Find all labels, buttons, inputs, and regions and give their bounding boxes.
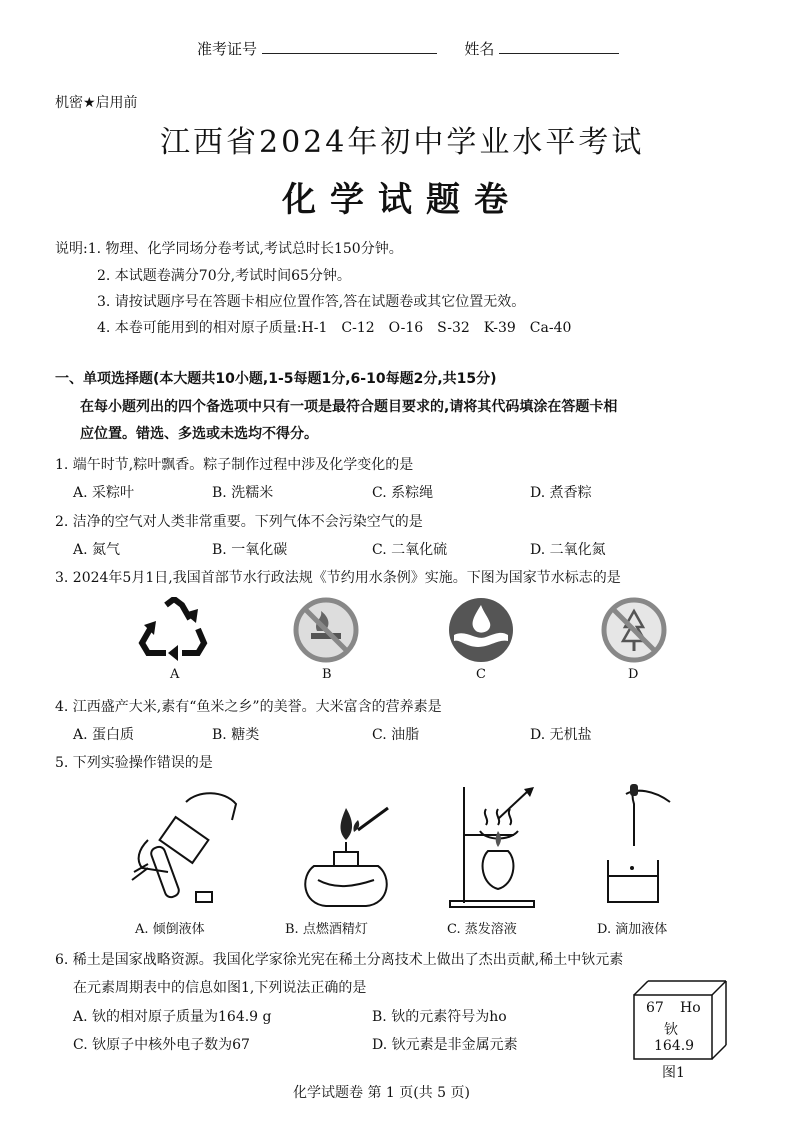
no-fire-icon — [293, 597, 359, 663]
q5-option-c: C. 蒸发溶液 — [447, 922, 517, 937]
q3-label-d: D — [628, 667, 639, 682]
q2-option-a: A. 氮气 — [73, 542, 121, 558]
element-symbol: Ho — [680, 1000, 701, 1016]
dropper-illustration — [598, 782, 678, 910]
secret-mark: 机密★启用前 — [55, 95, 138, 111]
q6-option-d: D. 钬元素是非金属元素 — [372, 1037, 518, 1053]
q4-option-a: A. 蛋白质 — [73, 727, 135, 743]
page-title: 江西省2024年初中学业水平考试 — [160, 125, 645, 160]
instructions — [55, 238, 403, 258]
q2-option-c: C. 二氧化硫 — [372, 542, 448, 558]
question-3-stem: 3. 2024年5月1日,我国首部节水行政法规《节约用水条例》实施。下图为国家节水标志的是 — [55, 570, 621, 586]
instructions-lead: 说明: — [55, 241, 88, 257]
section-heading: 一、单项选择题(本大题共10小题,1-5每题1分,6-10每题2分,共15分) — [55, 371, 497, 387]
name-field[interactable] — [499, 39, 619, 54]
instruction-item: 1. 物理、化学同场分卷考试,考试总时长150分钟。 — [87, 241, 403, 257]
q4-option-b: B. 糖类 — [212, 727, 260, 743]
exam-id-field[interactable] — [262, 39, 437, 54]
q5-option-d: D. 滴加液体 — [597, 922, 668, 937]
figure-label: 图1 — [662, 1065, 685, 1081]
name-label: 姓名 — [464, 40, 495, 58]
element-number: 67 — [646, 1000, 664, 1016]
q1-option-c: C. 系粽绳 — [372, 485, 434, 501]
q5-option-a: A. 倾倒液体 — [135, 922, 205, 937]
q3-label-a: A — [170, 667, 180, 682]
recycle-icon — [138, 597, 210, 661]
evaporation-illustration — [438, 785, 558, 910]
q1-option-d: D. 煮香粽 — [530, 485, 592, 501]
q4-option-d: D. 无机盐 — [530, 727, 592, 743]
instruction-item: 3. 请按试题序号在答题卡相应位置作答,答在试题卷或其它位置无效。 — [97, 294, 526, 310]
alcohol-lamp-illustration — [296, 800, 396, 910]
question-2-stem: 2. 洁净的空气对人类非常重要。下列气体不会污染空气的是 — [55, 514, 423, 530]
q6-option-a: A. 钬的相对原子质量为164.9 g — [73, 1009, 272, 1025]
question-6-stem-cont: 在元素周期表中的信息如图1,下列说法正确的是 — [73, 980, 367, 996]
question-4-stem: 4. 江西盛产大米,素有“鱼米之乡”的美誉。大米富含的营养素是 — [55, 699, 442, 715]
element-name: 钬 — [664, 1022, 678, 1038]
q5-option-b: B. 点燃酒精灯 — [285, 922, 368, 937]
q1-option-b: B. 洗糯米 — [212, 485, 274, 501]
q6-option-b: B. 钬的元素符号为ho — [372, 1009, 507, 1025]
instruction-item: 2. 本试题卷满分70分,考试时间65分钟。 — [97, 268, 351, 284]
page-footer: 化学试题卷 第 1 页(共 5 页) — [293, 1085, 470, 1101]
question-1-stem: 1. 端午时节,粽叶飘香。粽子制作过程中涉及化学变化的是 — [55, 457, 414, 473]
page-subtitle: 化学试题卷 — [282, 180, 522, 220]
water-saving-icon — [446, 595, 516, 665]
exam-id-row — [197, 38, 619, 59]
q3-label-c: C — [476, 667, 486, 682]
instruction-item: 4. 本卷可能用到的相对原子质量:H-1 C-12 O-16 S-32 K-39 Ca-40 — [97, 320, 572, 336]
element-mass: 164.9 — [654, 1038, 695, 1054]
q1-option-a: A. 采粽叶 — [73, 485, 135, 501]
q3-label-b: B — [322, 667, 332, 682]
exam-id-label: 准考证号 — [197, 40, 258, 58]
q4-option-c: C. 油脂 — [372, 727, 420, 743]
no-logging-icon — [601, 597, 667, 663]
question-6-stem: 6. 稀土是国家战略资源。我国化学家徐光宪在稀土分离技术上做出了杰出贡献,稀土中钬元素 — [55, 952, 624, 968]
section-desc: 应位置。错选、多选或未选均不得分。 — [80, 426, 318, 442]
q2-option-d: D. 二氧化氮 — [530, 542, 606, 558]
q2-option-b: B. 一氧化碳 — [212, 542, 288, 558]
section-desc: 在每小题列出的四个备选项中只有一项是最符合题目要求的,请将其代码填涂在答题卡相 — [80, 399, 618, 415]
q6-option-c: C. 钬原子中核外电子数为67 — [73, 1037, 250, 1053]
pouring-liquid-illustration — [128, 780, 256, 908]
question-5-stem: 5. 下列实验操作错误的是 — [55, 755, 213, 771]
